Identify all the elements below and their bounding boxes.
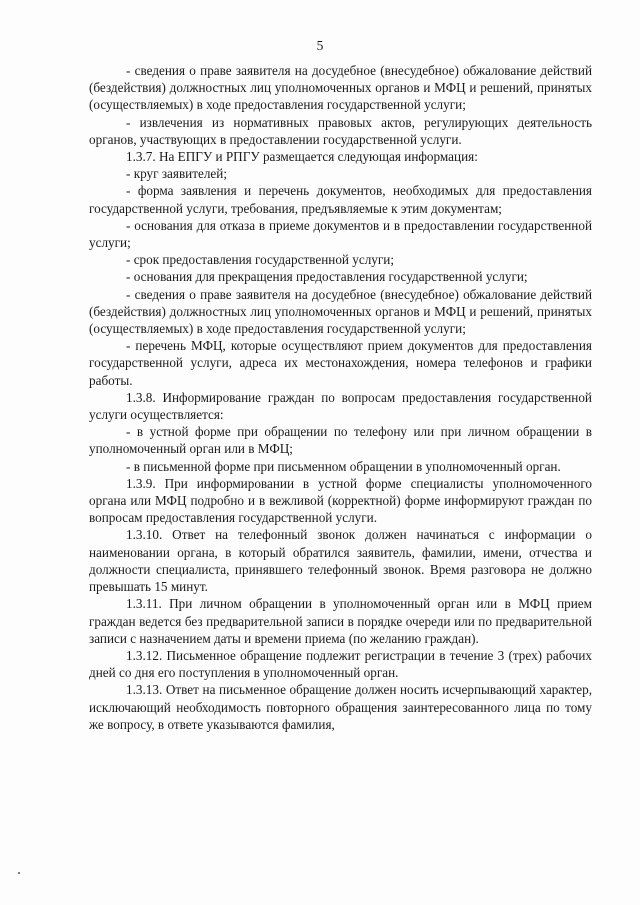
- paragraph: - основания для прекращения предоставления государственной услуги;: [126, 269, 528, 285]
- paragraph: - сведения о праве заявителя на досудебное (внесудебное) обжалование действий (бездействия) должностных лиц уполномоченных органов и МФЦ и решений, принятых (осуществляемых) в ходе предоставления государственной услуги;: [89, 63, 592, 113]
- paragraph: 1.3.13. Ответ на письменное обращение должен носить исчерпывающий характер, исключающий необходимость повторного обращения заинтересованного лица по тому же вопросу, в ответе указываются фамилия,: [89, 682, 592, 732]
- paragraph: - сведения о праве заявителя на досудебное (внесудебное) обжалование действий (бездействия) должностных лиц уполномоченных органов и МФЦ и решений, принятых (осуществляемых) в ходе предоставления государственной услуги;: [89, 286, 592, 337]
- paragraph: 1.3.7. На ЕПГУ и РПГУ размещается следующая информация:: [126, 149, 478, 165]
- paragraph: - основания для отказа в приеме документов и в предоставлении государственной услуги;: [89, 217, 592, 251]
- paragraph: 1.3.12. Письменное обращение подлежит регистрации в течение 3 (трех) рабочих дней со дня его поступления в уполномоченный орган.: [89, 647, 592, 681]
- paragraph: 1.3.11. При личном обращении в уполномоченный орган или в МФЦ прием граждан ведется без предварительной записи в порядке очереди или по предварительной записи с назначением даты и времени приема (по желанию граждан).: [89, 596, 592, 646]
- page-number: 5: [316, 38, 324, 53]
- paragraph: 1.3.8. Информирование граждан по вопросам предоставления государственной услуги осуществляется:: [89, 389, 592, 423]
- document-body: [89, 62, 592, 733]
- scan-speck: [18, 872, 20, 874]
- paragraph: - срок предоставления государственной услуги;: [126, 252, 395, 268]
- paragraph: - в устной форме при обращении по телефону или при личном обращении в уполномоченный орган или в МФЦ;: [89, 424, 592, 457]
- paragraph: 1.3.9. При информировании в устной форме специалисты уполномоченного органа или МФЦ подробно и в вежливой (корректной) форме информируют граждан по вопросам предоставления государственной услуги.: [89, 475, 592, 526]
- paragraph: - перечень МФЦ, которые осуществляют прием документов для предоставления государственной услуги, адреса их местонахождения, номера телефонов и графики работы.: [89, 338, 592, 388]
- paragraph: - форма заявления и перечень документов, необходимых для предоставления государственной услуги, требования, предъявляемые к этим документам;: [89, 183, 592, 216]
- paragraph: - в письменной форме при письменном обращении в уполномоченный орган.: [126, 458, 561, 474]
- paragraph: - круг заявителей;: [126, 166, 227, 182]
- paragraph: - извлечения из нормативных правовых актов, регулирующих деятельность органов, участвующих в предоставлении государственной услуги.: [89, 114, 592, 147]
- paragraph: 1.3.10. Ответ на телефонный звонок должен начинаться с информации о наименовании органа, в который обратился заявитель, фамилии, имени, отчества и должности специалиста, принявшего телефонный звонок. Время разговора не должно превышать 15 минут.: [89, 527, 592, 595]
